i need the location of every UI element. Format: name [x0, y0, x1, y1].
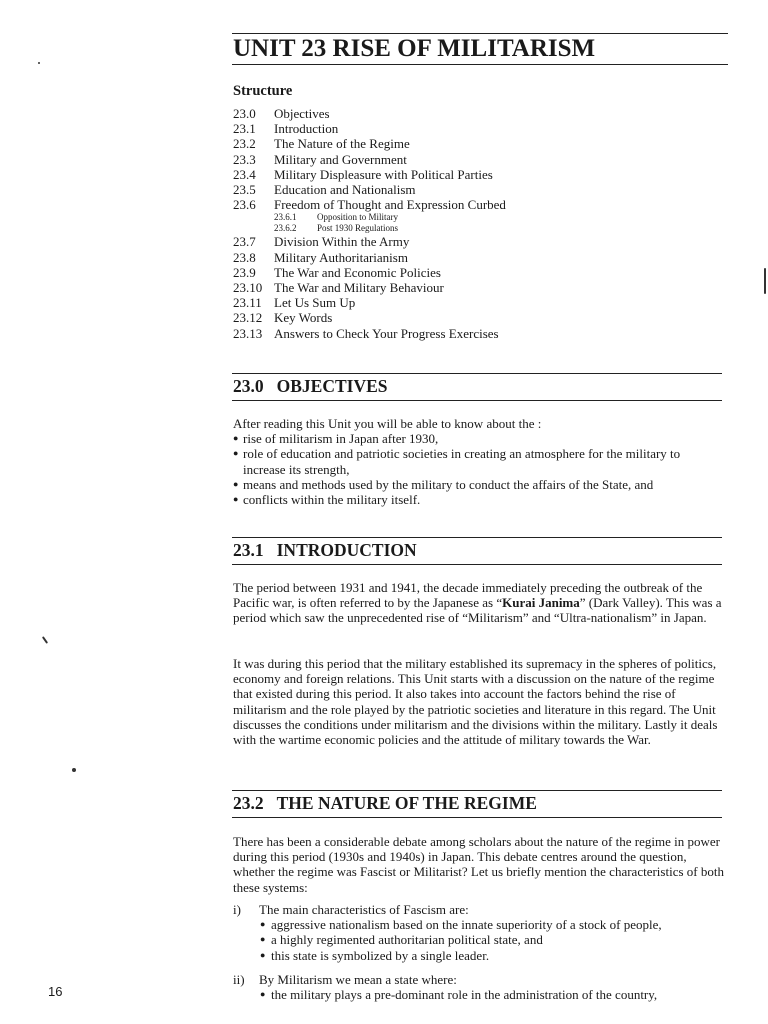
nature-paragraph-text: There has been a considerable debate among scholars about the nature of the regime in power during this period (1930s and 1940s) in Japan. This debate centres around the question, whether the regime was Fascist or Militarist? Let us briefly mention the characteristics of both these systems:: [233, 834, 724, 895]
list-item: ● rise of militarism in Japan after 1930,: [233, 431, 725, 446]
toc-number: 23.9: [233, 264, 256, 280]
toc-number: 23.3: [233, 151, 256, 167]
toc-number: 23.0: [233, 106, 256, 121]
introduction-bottom-rule: [232, 564, 722, 565]
toc-title: The War and Military Behaviour: [274, 280, 444, 296]
toc-item: [233, 310, 506, 325]
roman-item-text: The main characteristics of Fascism are:: [259, 902, 469, 917]
roman-numeral: ii): [233, 972, 245, 987]
scan-speck: [38, 62, 40, 64]
toc-subitem: [233, 223, 506, 234]
intro-paragraph-text: It was during this period that the military established its supremacy in the spheres of politics, economy and foreign relations. This Unit starts with a discussion on the nature of the regime that existed during this period. It also takes into account the factors behind the rise of militarism and the role played by the patriotic societies and literature in this regard. The Unit discusses the conditions under militarism and the divisions within the military. Lastly it deals with the wartime economic policies and the attitude of military towards the War.: [233, 656, 718, 748]
toc-title: Introduction: [274, 121, 339, 137]
nature-list-2: [233, 972, 725, 1002]
unit-title: UNIT 23 RISE OF MILITARISM: [233, 35, 596, 62]
toc-item: [233, 250, 506, 265]
list-item: ● the military plays a pre-dominant role in the administration of the country,: [260, 987, 725, 1002]
section-number: 23.2: [233, 793, 264, 813]
introduction-top-rule: [232, 537, 722, 538]
toc-item: [233, 152, 506, 167]
toc-item: [233, 136, 506, 151]
structure-heading: Structure: [233, 83, 293, 99]
list-item: ● role of education and patriotic societies in creating an atmosphere for the military to increase its strength,: [233, 446, 725, 476]
table-of-contents: [233, 106, 506, 341]
roman-item-text: By Militarism we mean a state where:: [259, 972, 457, 987]
title-bottom-rule: [232, 64, 728, 65]
toc-item: [233, 295, 506, 310]
objectives-heading: [233, 376, 388, 397]
toc-number: 23.11: [233, 295, 262, 311]
toc-number: 23.8: [233, 249, 256, 265]
list-item: ● means and methods used by the military to conduct the affairs of the State, and: [233, 477, 725, 492]
intro-text-start: The period between 1931 and 1941, the decade immediately preceding the outbreak of the Pacific war, is often referred to by the Japanese as “: [233, 580, 703, 611]
nature-paragraph: [233, 834, 725, 895]
toc-title: Freedom of Thought and Expression Curbed: [274, 197, 506, 213]
scan-speck: [42, 636, 48, 644]
toc-item: [233, 197, 506, 212]
intro-text-end: ” (Dark Valley). This was a period which saw the unprecedented rise of “Militarism” and “Ultra-nationalism” in Japan.: [233, 595, 722, 626]
objectives-list: [233, 431, 725, 507]
nature-list-1: [233, 902, 725, 963]
toc-item: [233, 121, 506, 136]
toc-number: 23.2: [233, 136, 256, 152]
list-item: ● this state is symbolized by a single leader.: [260, 948, 725, 963]
toc-title: Military Authoritarianism: [274, 249, 408, 265]
toc-title: Military and Government: [274, 151, 407, 167]
section-number: 23.1: [233, 540, 264, 560]
toc-sub-number: 23.6.1: [274, 212, 297, 223]
toc-title: Division Within the Army: [274, 234, 410, 250]
toc-item: [233, 106, 506, 121]
list-item: ● a highly regimented authoritarian political state, and: [260, 932, 725, 947]
list-item: ● conflicts within the military itself.: [233, 492, 725, 507]
nature-bottom-rule: [232, 817, 722, 818]
section-title: THE NATURE OF THE REGIME: [276, 793, 537, 813]
toc-title: Answers to Check Your Progress Exercises: [274, 325, 499, 341]
scan-speck: [72, 768, 76, 772]
toc-title: Key Words: [274, 310, 333, 326]
toc-item: [233, 280, 506, 295]
toc-title: Education and Nationalism: [274, 182, 416, 198]
toc-item: [233, 326, 506, 341]
toc-number: 23.12: [233, 310, 263, 326]
toc-number: 23.1: [233, 121, 256, 137]
objectives-bottom-rule: [232, 400, 722, 401]
toc-number: 23.7: [233, 234, 256, 250]
list-item: ● aggressive nationalism based on the innate superiority of a stock of people,: [260, 917, 725, 932]
fascism-characteristics-list: [233, 917, 725, 963]
militarism-characteristics-list: [233, 987, 725, 1002]
toc-title: Military Displeasure with Political Parties: [274, 166, 493, 182]
section-title: OBJECTIVES: [276, 376, 388, 396]
toc-number: 23.13: [233, 325, 263, 341]
toc-title: The War and Economic Policies: [274, 264, 441, 280]
scan-speck: [764, 268, 766, 294]
toc-subitem: [233, 212, 506, 223]
toc-item: [233, 167, 506, 182]
title-top-rule: [232, 33, 728, 34]
introduction-paragraph-2: [233, 656, 725, 747]
toc-number: 23.4: [233, 166, 256, 182]
toc-title: The Nature of the Regime: [274, 136, 410, 152]
section-title: INTRODUCTION: [276, 540, 417, 560]
kurai-janima-term: Kurai Janima: [502, 595, 580, 611]
toc-number: 23.6: [233, 197, 256, 213]
section-number: 23.0: [233, 376, 264, 396]
toc-sub-number: 23.6.2: [274, 223, 297, 234]
objectives-top-rule: [232, 373, 722, 374]
page-number: 16: [48, 984, 63, 999]
toc-sub-title: Opposition to Military: [317, 212, 398, 223]
roman-numeral: i): [233, 902, 241, 917]
toc-number: 23.10: [233, 280, 263, 296]
toc-item: [233, 265, 506, 280]
objectives-body: [233, 416, 725, 507]
toc-item: [233, 234, 506, 249]
toc-number: 23.5: [233, 182, 256, 198]
objectives-intro: After reading this Unit you will be able to know about the :: [233, 416, 542, 431]
toc-title: Let Us Sum Up: [274, 295, 356, 311]
nature-top-rule: [232, 790, 722, 791]
introduction-heading: [233, 540, 417, 561]
introduction-paragraph-1: [233, 580, 725, 626]
toc-sub-title: Post 1930 Regulations: [317, 223, 399, 234]
toc-title: Objectives: [274, 106, 330, 121]
roman-list-item: [233, 972, 725, 987]
nature-heading: [233, 793, 537, 814]
roman-list-item: [233, 902, 725, 917]
toc-item: [233, 182, 506, 197]
